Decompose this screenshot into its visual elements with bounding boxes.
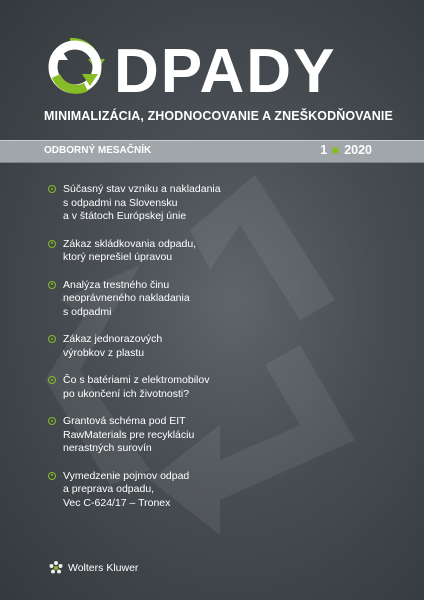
article-item <box>48 470 348 511</box>
article-line: Analýza trestného činu <box>63 278 170 291</box>
article-item <box>48 183 348 224</box>
article-line: Vec C-624/17 – Tronex <box>63 496 171 509</box>
odpady-logo <box>44 38 380 96</box>
bullet-icon <box>48 281 56 289</box>
issue-number: 1 <box>320 143 328 157</box>
publisher-logo <box>48 560 138 576</box>
article-line: RawMaterials pre recykláciu <box>63 428 195 441</box>
bullet-icon <box>48 472 56 480</box>
article-line: neoprávneného nakladania <box>63 292 190 304</box>
article-item <box>48 374 348 401</box>
article-item <box>48 279 348 320</box>
article-line: Grantová schéma pod EIT <box>63 415 186 427</box>
article-line: výrobkov z plastu <box>63 346 145 359</box>
recycle-arrows-icon <box>52 38 105 89</box>
bullet-icon <box>48 185 56 193</box>
article-line: nerastných surovín <box>63 442 152 454</box>
issue-band <box>0 140 424 163</box>
article-line: po ukončení ich životnosti? <box>63 387 190 400</box>
article-line: a v štátoch Európskej únie <box>63 210 187 222</box>
wolters-kluwer-logo-icon <box>48 560 64 576</box>
bullet-icon <box>48 417 56 425</box>
article-item <box>48 333 348 360</box>
bullet-icon <box>48 376 56 384</box>
bullet-icon <box>48 240 56 248</box>
publisher-name: Wolters Kluwer <box>68 562 139 574</box>
article-line: s odpadmi <box>63 305 112 318</box>
green-dot-icon <box>332 147 339 154</box>
article-line: Súčasný stav vzniku a nakladania <box>63 183 221 195</box>
article-list <box>48 183 348 524</box>
article-item <box>48 415 348 456</box>
article-item <box>48 238 348 265</box>
magazine-title: DPADY <box>114 38 337 96</box>
article-line: a preprava odpadu, <box>63 483 155 495</box>
issue-info <box>320 143 372 157</box>
article-line: s odpadmi na Slovensku <box>63 196 178 209</box>
article-line: Zákaz skládkovania odpadu, <box>63 237 197 250</box>
bullet-icon <box>48 335 56 343</box>
article-line: Zákaz jednorazových <box>63 333 163 345</box>
article-line: Čo s batériami z elektromobilov <box>63 374 210 386</box>
article-line: Vymedzenie pojmov odpad <box>63 469 190 482</box>
issue-year: 2020 <box>344 143 372 157</box>
magazine-category: ODBORNÝ MESAČNÍK <box>44 145 152 156</box>
article-line: ktorý neprešiel úpravou <box>63 251 173 263</box>
magazine-subtitle: MINIMALIZÁCIA, ZHODNOCOVANIE A ZNEŠKODŇOVANIE <box>44 109 393 123</box>
